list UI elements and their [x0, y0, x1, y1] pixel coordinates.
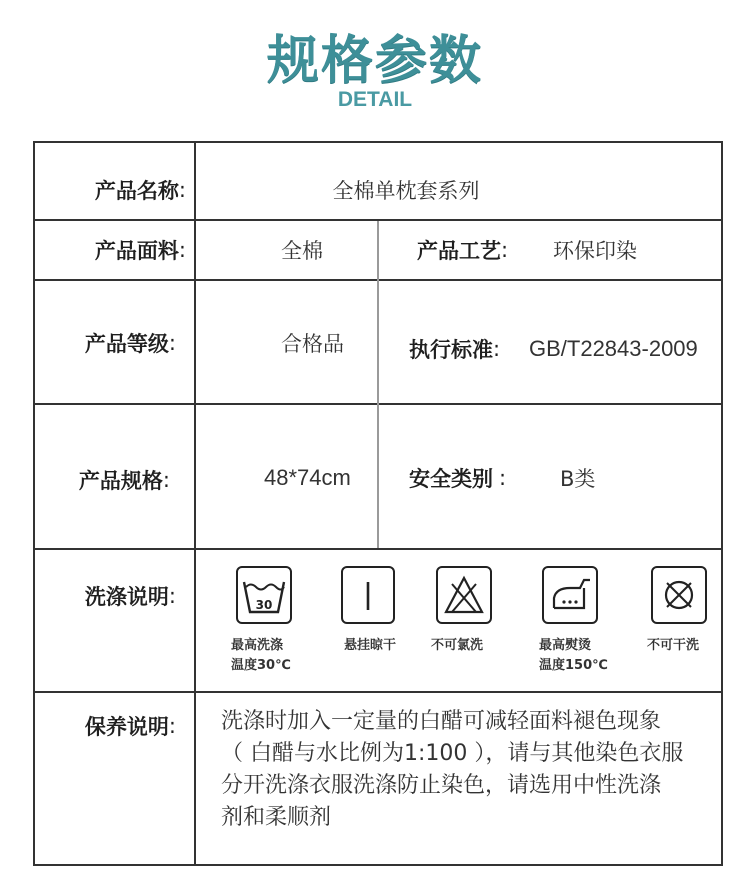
no-bleach-icon [436, 566, 492, 624]
maintenance-line: 分开洗涤衣服洗涤防止染色，请选用中性洗涤 [221, 773, 662, 798]
care-label-iron: 最高熨烫 温度150℃ [539, 638, 608, 673]
care-label-wash: 最高洗涤 温度30℃ [231, 638, 291, 673]
care-label-no-bleach: 不可氯洗 [431, 638, 484, 653]
no-dry-clean-icon [651, 566, 707, 624]
value-safety: B类 [560, 466, 596, 491]
row-divider [33, 691, 723, 693]
label-craft: 产品工艺 : [417, 238, 509, 263]
label-washing: 洗涤说明 : [84, 584, 176, 609]
wash-temp-number: 30 [255, 598, 273, 612]
maintenance-line: （ 白醋与水比例为1:100 ），请与其他染色衣服 [221, 741, 684, 766]
value-size: 48*74cm [264, 464, 351, 490]
maintenance-line: 洗涤时加入一定量的白醋可减轻面料褪色现象 [221, 709, 662, 734]
label-size: 产品规格 : [78, 468, 170, 493]
care-label-no-dry-clean: 不可干洗 [647, 638, 700, 653]
wash-30-icon [236, 566, 292, 624]
maintenance-text [221, 706, 701, 834]
page-title: 规格参数 [266, 31, 483, 91]
maintenance-line: 剂和柔顺剂 [221, 805, 332, 830]
label-fabric: 产品面料 : [94, 238, 186, 263]
label-standard: 执行标准 : [409, 337, 501, 362]
value-product-name: 全棉单枕套系列 [332, 179, 480, 203]
label-safety: 安全类别 : [409, 465, 507, 491]
label-maintenance: 保养说明 : [84, 714, 176, 739]
value-fabric: 全棉 [281, 239, 323, 263]
label-grade: 产品等级 : [84, 331, 176, 356]
value-standard: GB/T22843-2009 [529, 336, 698, 361]
care-label-hang-dry: 悬挂晾干 [344, 638, 397, 653]
hang-dry-icon [341, 566, 395, 624]
page-subtitle: DETAIL [337, 88, 413, 111]
value-grade: 合格品 [281, 332, 344, 356]
iron-150-icon [542, 566, 598, 624]
label-product-name: 产品名称 : [94, 178, 186, 203]
value-craft: 环保印染 [553, 239, 637, 263]
